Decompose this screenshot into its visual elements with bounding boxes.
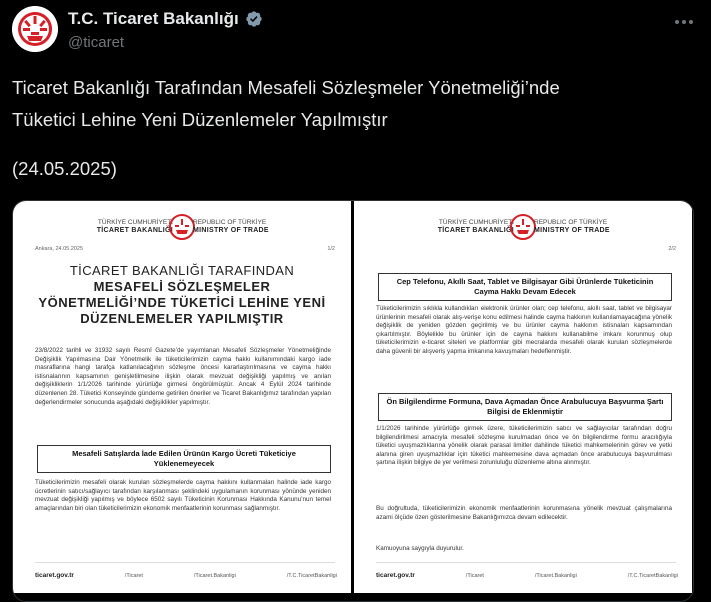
doc-title-line: MESAFELİ SÖZLEŞMELER bbox=[93, 279, 271, 294]
doc-title bbox=[23, 263, 341, 327]
letterhead-line: TİCARET BAKANLIĞI bbox=[96, 227, 173, 234]
doc-place-date: Ankara, 24.05.2025 bbox=[35, 246, 84, 252]
footer-brand: ticaret.gov.tr bbox=[376, 572, 415, 579]
doc-page-number: 2/2 bbox=[668, 246, 676, 252]
letterhead-line: TİCARET BAKANLIĞI bbox=[437, 227, 514, 234]
letterhead-line: MINISTRY OF TRADE bbox=[534, 227, 610, 234]
letterhead-tr bbox=[97, 219, 173, 235]
document-page-1[interactable] bbox=[13, 201, 351, 593]
doc-page-number: 1/2 bbox=[327, 246, 335, 252]
footer-divider bbox=[35, 562, 335, 563]
document-page-2[interactable] bbox=[354, 201, 692, 593]
tweet-text bbox=[12, 72, 692, 136]
doc-paragraph: Bu doğrultuda, tüketicilerimizin ekonomik menfaatlerinin korunmasına yönelik mevzuat çalışmalarına azami ölçüde özen gösterilmesine Bakanlığımızca devam edilecektir. bbox=[376, 505, 672, 521]
tweet-line: Tüketici Lehine Yeni Düzenlemeler Yapılmıştır bbox=[12, 109, 388, 130]
footer-facebook: /T.C.TicaretBakanligi bbox=[627, 572, 678, 579]
footer-instagram: /Ticaret.Bakanligi bbox=[534, 572, 577, 579]
ministry-seal-icon bbox=[168, 213, 196, 241]
verified-badge-icon bbox=[245, 10, 263, 28]
ministry-seal-icon bbox=[12, 6, 58, 52]
footer-brand: ticaret.gov.tr bbox=[35, 572, 74, 579]
doc-paragraph: 1/1/2026 tarihinde yürürlüğe girmek üzere, tüketicilerimizin satıcı ve sağlayıcılar tarafından doğru bilgilendirilmesi amacıyla mesafeli sözleşme kurulmadan önce ve ön bilgilendirme formu aracılığıyla tüketici uyuşmazlıklarına yönelik olarak parasal limitler dahilinde tüketici mahkemelerinin görev ve yetki alanına giren uyuşmazlıklar için tüketici mahkemesine dava açmadan önce arabulucuya başvurulması şartına ilişkin bilgiye de yer verilmesi zorunluluğu düzenleme altına alınmıştır. bbox=[376, 425, 672, 467]
letterhead-en bbox=[193, 219, 269, 235]
doc-title-line: TİCARET BAKANLIĞI TARAFINDAN bbox=[69, 263, 295, 278]
doc-section-heading: Cep Telefonu, Akıllı Saat, Tablet ve Bilgisayar Gibi Ürünlerde Tüketicinin Cayma Hakkı Devam Edecek bbox=[378, 273, 672, 301]
letterhead bbox=[354, 213, 692, 247]
letterhead-line: TÜRKİYE CUMHURİYETİ bbox=[97, 219, 173, 226]
doc-section-heading: Mesafeli Satışlarda İade Edilen Ürünün Kargo Ücreti Tüketiciye Yüklenemeyecek bbox=[37, 445, 331, 473]
footer-facebook: /T.C.TicaretBakanligi bbox=[286, 572, 337, 579]
footer-instagram: /Ticaret.Bakanligi bbox=[193, 572, 236, 579]
doc-footer bbox=[376, 572, 678, 579]
letterhead-line: TÜRKİYE CUMHURİYETİ bbox=[438, 219, 514, 226]
letterhead-tr bbox=[438, 219, 514, 235]
author-handle[interactable]: @ticaret bbox=[68, 34, 125, 51]
avatar[interactable] bbox=[12, 6, 58, 52]
more-horizontal-icon bbox=[674, 19, 694, 25]
doc-section-heading: Ön Bilgilendirme Formuna, Dava Açmadan Önce Arabulucuya Başvurma Şartı Bilgisi de Eklenmiştir bbox=[378, 393, 672, 421]
footer-x: /Ticaret bbox=[465, 572, 484, 579]
letterhead-line: REPUBLIC OF TÜRKİYE bbox=[193, 219, 267, 226]
media-attachment[interactable] bbox=[12, 200, 694, 602]
doc-paragraph: Tüketicilerimizin mesafeli olarak kurulan sözleşmelerde cayma hakkını kullanmaları halinde iade kargo ücretlerinin satıcı/sağlayıcı tarafından karşılanması şeklindeki uygulamanın korunması yönünde yeniden mevzuat değişikliği yapılmış ve böylece 6502 sayılı Tüketicinin Korunması Hakkında Kanunu’nun temel amaçlarından biri olan tüketicilerimizin ekonomik menfaatlerinin korunması sağlanmıştır. bbox=[35, 479, 331, 512]
letterhead bbox=[13, 213, 351, 247]
author-name[interactable]: T.C. Ticaret Bakanlığı bbox=[68, 9, 239, 28]
doc-meta bbox=[35, 246, 335, 252]
letterhead-en bbox=[534, 219, 610, 235]
more-options-button[interactable] bbox=[671, 12, 697, 32]
doc-title-line: DÜZENLEMELER YAPILMIŞTIR bbox=[80, 311, 284, 326]
ministry-seal-icon bbox=[509, 213, 537, 241]
footer-x: /Ticaret bbox=[124, 572, 143, 579]
doc-footer bbox=[35, 572, 337, 579]
letterhead-line: REPUBLIC OF TÜRKİYE bbox=[534, 219, 608, 226]
doc-paragraph: 23/8/2022 tarihli ve 31932 sayılı Resmî Gazete’de yayımlanan Mesafeli Sözleşmeler Yönetmeliğinde Değişiklik Yapılmasına Dair Yönetmelik ile tüketicilerimizin cayma hakkı kullanımındaki kargo iade masraflarına hangi tarafça katlanılacağının sözleşme öncesi kararlaştırılmasına ve cayma hakkı istisnalarının kapsamının genişletilmesine ilişkin olarak mevzuat değişikliği yapılmış ve anılan değişikliklerin 1/1/2026 tarihinde yürürlüğe girmesi öngörülmüştür. Ancak 4 Eylül 2024 tarihinde düzenlenen 28. Tüketici Konseyinde gündeme getirilen öneriler ve Ticaret Bakanlığımız tarafından yapılan değerlendirmeler sonucunda aşağıdaki değişiklikler yapılmıştır. bbox=[35, 347, 331, 406]
tweet-line: Ticaret Bakanlığı Tarafından Mesafeli Sözleşmeler Yönetmeliği’nde bbox=[12, 77, 560, 98]
doc-paragraph: Kamuoyuna saygıyla duyurulur. bbox=[376, 545, 464, 552]
footer-divider bbox=[376, 562, 676, 563]
letterhead-line: MINISTRY OF TRADE bbox=[193, 227, 269, 234]
doc-paragraph: Tüketicilerimizin sıklıkla kullandıkları elektronik ürünler olan; cep telefonu, akıllı saat, tablet ve bilgisayar ürünlerinin mesafeli olarak alış-verişe konu edilmesi halinde cayma hakkının kullanılamayacağına yönelik değişiklik de yeniden gözden geçirilmiş ve bu ürünler cayma hakkının istisnaları kapsamından çıkartılmıştır. Böylelikle bu ürünler için de cayma hakkını kullanabilme imkanı korunmuş olup tüketicilerimizin e-ticaret siteleri ve platformlar gibi mecralarda mesafeli olarak kurulan sözleşmelerde daha güvenli bir alışveriş yapma imkanına kavuşmaları hedeflenmiştir. bbox=[376, 305, 672, 355]
doc-title-line: YÖNETMELİĞİ’NDE TÜKETİCİ LEHİNE YENİ bbox=[38, 295, 326, 310]
tweet-date-text: (24.05.2025) bbox=[12, 158, 117, 179]
